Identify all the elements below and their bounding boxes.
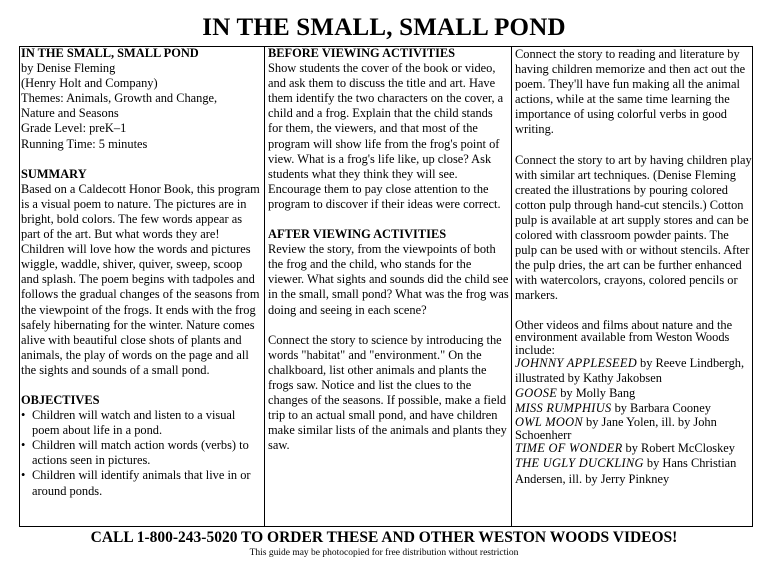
column-divider bbox=[264, 46, 265, 527]
column-2 bbox=[268, 46, 509, 453]
column-1 bbox=[21, 46, 261, 499]
grade-level: Grade Level: preK–1 bbox=[21, 121, 127, 136]
after-heading: AFTER VIEWING ACTIVITIES bbox=[268, 227, 447, 242]
science-text: Connect the story to science by introducing the words "habitat" and "environment." On the chalkboard, list other animals and plants the frogs saw. Notice and list the clues to the changes of the seasons. If possible, make a field trip to an actual small pond, and have children make similar lists of the animals and plants they saw. bbox=[268, 332, 507, 453]
list-item bbox=[515, 356, 752, 386]
author: by Denise Fleming bbox=[21, 61, 116, 76]
themes-cont: Nature and Seasons bbox=[21, 106, 119, 121]
publisher: (Henry Holt and Company) bbox=[21, 76, 158, 91]
list-item bbox=[515, 401, 752, 416]
video-title: TIME OF WONDER bbox=[515, 441, 623, 456]
order-line: CALL 1-800-243-5020 TO ORDER THESE AND OTHER WESTON WOODS VIDEOS! bbox=[90, 529, 678, 546]
list-item: • Children will identify animals that live in or around ponds. bbox=[21, 468, 261, 498]
art-text: Connect the story to art by having children play with similar art techniques. (Denise Fleming created the illustrations by pouring colored cotton pulp through hand-cut stencils.) Cotton pulp is available at art supply stores and can be colored with classroom powder paints. The pulp can be used with or without stencils. After the pulp dries, the art can be further enhanced with watercolors, crayons, colored pencils or markers. bbox=[515, 152, 752, 303]
video-title: GOOSE bbox=[515, 386, 558, 401]
summary-heading: SUMMARY bbox=[21, 166, 87, 181]
video-title: OWL MOON bbox=[515, 415, 583, 430]
list-item: • Children will watch and listen to a visual poem about life in a pond. bbox=[21, 408, 261, 438]
video-credit: by Jane Yolen, ill. by John Schoenherr bbox=[515, 415, 717, 442]
video-title: JOHNNY APPLESEED bbox=[515, 356, 637, 370]
before-heading: BEFORE VIEWING ACTIVITIES bbox=[268, 46, 456, 60]
list-item bbox=[515, 456, 752, 486]
summary-text: Based on a Caldecott Honor Book, this program is a visual poem to nature. The pictures are in bright, bold colors. The few words appear as part of the art. But what words they are! Children will love how the words and pictures wiggle, waddle, shiver, quiver, sweep, scoop and splash. The poem begins with tadpoles and follows the gradual changes of the seasons from the viewpoint of the frogs. It ends with the frog safely hibernating for the winter. Nature comes alive with beautiful close shots of plants and animals, the play of words on the page and all the sights and sounds of a small pond. bbox=[21, 181, 260, 377]
objectives-heading: OBJECTIVES bbox=[21, 392, 100, 407]
objectives-list bbox=[21, 408, 261, 499]
running-time: Running Time: 5 minutes bbox=[21, 136, 148, 151]
reading-text: Connect the story to reading and literature by having children memorize and then act out the poem. They'll have fun making all the animal actions, while at the same time learning the importance of using colorful verbs in good writing. bbox=[515, 47, 746, 137]
after-text: Review the story, from the viewpoints of both the frog and the child, who stands for the viewer. What sights and sounds did the child see in the small, small pond? What was the frog was doing and seeing in each scene? bbox=[268, 242, 509, 317]
video-credit: by Robert McCloskey bbox=[622, 441, 735, 456]
list-item: • Children will match action words (verbs) to actions seen in pictures. bbox=[21, 438, 261, 468]
page-title: IN THE SMALL, SMALL POND bbox=[202, 14, 566, 41]
info-heading: IN THE SMALL, SMALL POND bbox=[21, 46, 199, 60]
video-title: THE UGLY DUCKLING bbox=[515, 456, 644, 471]
video-title: MISS RUMPHIUS bbox=[515, 401, 612, 416]
other-videos-intro: Other videos and films about nature and the environment available from Weston Woods include: bbox=[515, 317, 733, 357]
list-item bbox=[515, 386, 752, 401]
column-3 bbox=[515, 47, 752, 487]
video-credit: by Hans Christian Andersen, ill. by Jerry Pinkney bbox=[515, 456, 737, 486]
footer-note: This guide may be photocopied for free distribution without restriction bbox=[249, 548, 519, 558]
themes: Themes: Animals, Growth and Change, bbox=[21, 91, 218, 106]
video-credit: by Barbara Cooney bbox=[611, 401, 711, 416]
list-item bbox=[515, 416, 752, 441]
column-divider bbox=[511, 46, 512, 527]
list-item bbox=[515, 441, 752, 456]
before-text: Show students the cover of the book or video, and ask them to discuss the title and art. Have them identify the two characters on the cover, a child and a frog. Explain that the child stands for them, the viewers, and that most of the program will show life from the frog's point of view. What is a frog's life like, up close? Ask students what they think they will see. Encourage them to pay close attention to the program to discover if their ideas were correct. bbox=[268, 61, 504, 211]
video-credit: by Reeve Lindbergh, illustrated by Kathy Jakobsen bbox=[515, 356, 745, 386]
video-credit: by Molly Bang bbox=[557, 386, 636, 401]
